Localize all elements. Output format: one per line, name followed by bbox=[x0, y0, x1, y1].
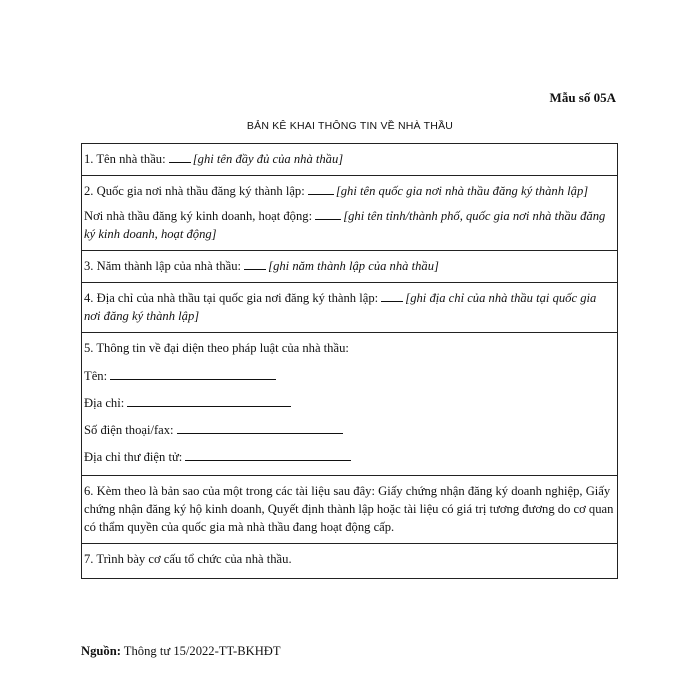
blank-line bbox=[177, 422, 343, 434]
representative-email-field bbox=[84, 448, 615, 466]
row-address bbox=[82, 282, 617, 332]
source-note bbox=[81, 644, 281, 659]
representative-phone-field bbox=[84, 421, 615, 439]
form-number: Mẫu số 05A bbox=[549, 90, 616, 105]
founding-year-label: 3. Năm thành lập của nhà thầu: bbox=[84, 259, 245, 273]
row-org-structure bbox=[82, 543, 617, 578]
blank-line bbox=[169, 151, 191, 163]
representative-name-field bbox=[84, 367, 615, 385]
blank-line bbox=[127, 395, 291, 407]
row-country bbox=[82, 175, 617, 250]
blank-line bbox=[110, 368, 276, 380]
blank-line bbox=[308, 183, 334, 195]
row-attached-documents bbox=[82, 475, 617, 543]
address-hint: [ghi địa chỉ của nhà thầu tại quốc gia nơi đăng ký thành lập] bbox=[84, 291, 597, 323]
org-structure-text: 7. Trình bày cơ cấu tổ chức của nhà thầu. bbox=[84, 552, 292, 566]
email-label: Địa chỉ thư điện tử: bbox=[84, 450, 186, 464]
representative-heading: 5. Thông tin về đại diện theo pháp luật của nhà thầu: bbox=[84, 341, 349, 355]
contractor-name-label: 1. Tên nhà thầu: bbox=[84, 152, 169, 166]
blank-line bbox=[185, 449, 351, 461]
blank-line bbox=[244, 258, 266, 270]
address-field-label: Địa chỉ: bbox=[84, 396, 128, 410]
document-title: BẢN KÊ KHAI THÔNG TIN VỀ NHÀ THẦU bbox=[246, 120, 454, 132]
founding-year-hint: [ghi năm thành lập của nhà thầu] bbox=[268, 259, 439, 273]
source-label: Nguồn: bbox=[81, 644, 121, 658]
row-contractor-name bbox=[82, 144, 617, 175]
representative-address-field bbox=[84, 394, 615, 412]
business-location-label: Nơi nhà thầu đăng ký kinh doanh, hoạt động: bbox=[84, 209, 316, 223]
attached-documents-text: 6. Kèm theo là bản sao của một trong các tài liệu sau đây: Giấy chứng nhận đăng ký doanh nghiệp, Giấy chứng nhận đăng ký hộ kinh doanh, Quyết định thành lập hoặc tài liệu có giá trị tương đương do cơ quan có thẩm quyền của quốc gia mà nhà thầu đang hoạt động cấp. bbox=[84, 484, 614, 534]
name-label: Tên: bbox=[84, 369, 111, 383]
row-founding-year bbox=[82, 250, 617, 282]
contractor-info-table bbox=[81, 143, 618, 579]
country-label: 2. Quốc gia nơi nhà thầu đăng ký thành lập: bbox=[84, 184, 308, 198]
source-text: Thông tư 15/2022-TT-BKHĐT bbox=[120, 644, 281, 658]
phone-label: Số điện thoại/fax: bbox=[84, 423, 177, 437]
blank-line bbox=[315, 208, 341, 220]
address-label: 4. Địa chỉ của nhà thầu tại quốc gia nơi đăng ký thành lập: bbox=[84, 291, 382, 305]
contractor-name-hint: [ghi tên đầy đủ của nhà thầu] bbox=[192, 152, 344, 166]
business-location-hint: [ghi tên tỉnh/thành phố, quốc gia nơi nhà thầu đăng ký kinh doanh, hoạt động] bbox=[84, 209, 606, 241]
country-hint: [ghi tên quốc gia nơi nhà thầu đăng ký thành lập] bbox=[335, 184, 589, 198]
row-legal-representative bbox=[82, 332, 617, 475]
blank-line bbox=[381, 290, 403, 302]
